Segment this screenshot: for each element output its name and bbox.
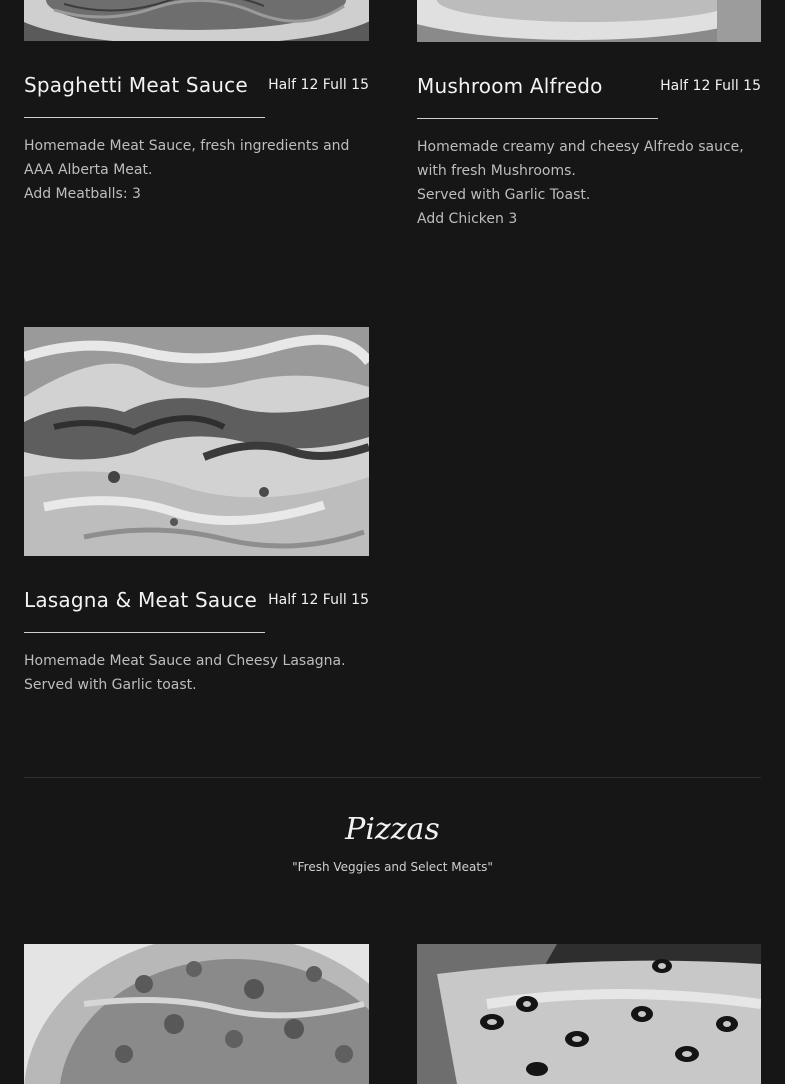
description-line: Served with Garlic toast. [24,677,197,693]
description-line: Homemade Meat Sauce and Cheesy Lasagna. [24,653,346,669]
lasagna-photo [24,327,369,556]
description-line: Homemade creamy and cheesy Alfredo sauce, [417,139,744,155]
spaghetti-photo [24,0,369,41]
item-title-lasagna: Lasagna & Meat Sauce [24,588,257,612]
item-price-mushroom-alfredo: Half 12 Full 15 [660,78,761,94]
item-description-mushroom-alfredo [417,135,744,231]
item-description-spaghetti [24,134,349,206]
description-line: Add Meatballs: 3 [24,186,141,202]
pizza-photo-left [24,944,369,1084]
pizza-photo-right [417,944,761,1084]
item-divider [24,117,265,118]
description-line: with fresh Mushrooms. [417,163,576,179]
item-divider [24,632,265,633]
description-line: Add Chicken 3 [417,211,518,227]
item-price-lasagna: Half 12 Full 15 [268,592,369,608]
section-divider [24,777,761,778]
section-subtitle-pizzas: "Fresh Veggies and Select Meats" [292,860,493,874]
item-divider [417,118,658,119]
section-title-pizzas: Pizzas [345,812,440,847]
item-price-spaghetti: Half 12 Full 15 [268,77,369,93]
alfredo-photo [417,0,761,42]
description-line: AAA Alberta Meat. [24,162,153,178]
item-description-lasagna [24,649,346,697]
item-title-mushroom-alfredo: Mushroom Alfredo [417,74,603,98]
description-line: Served with Garlic Toast. [417,187,591,203]
description-line: Homemade Meat Sauce, fresh ingredients and [24,138,350,154]
item-title-spaghetti: Spaghetti Meat Sauce [24,73,248,97]
